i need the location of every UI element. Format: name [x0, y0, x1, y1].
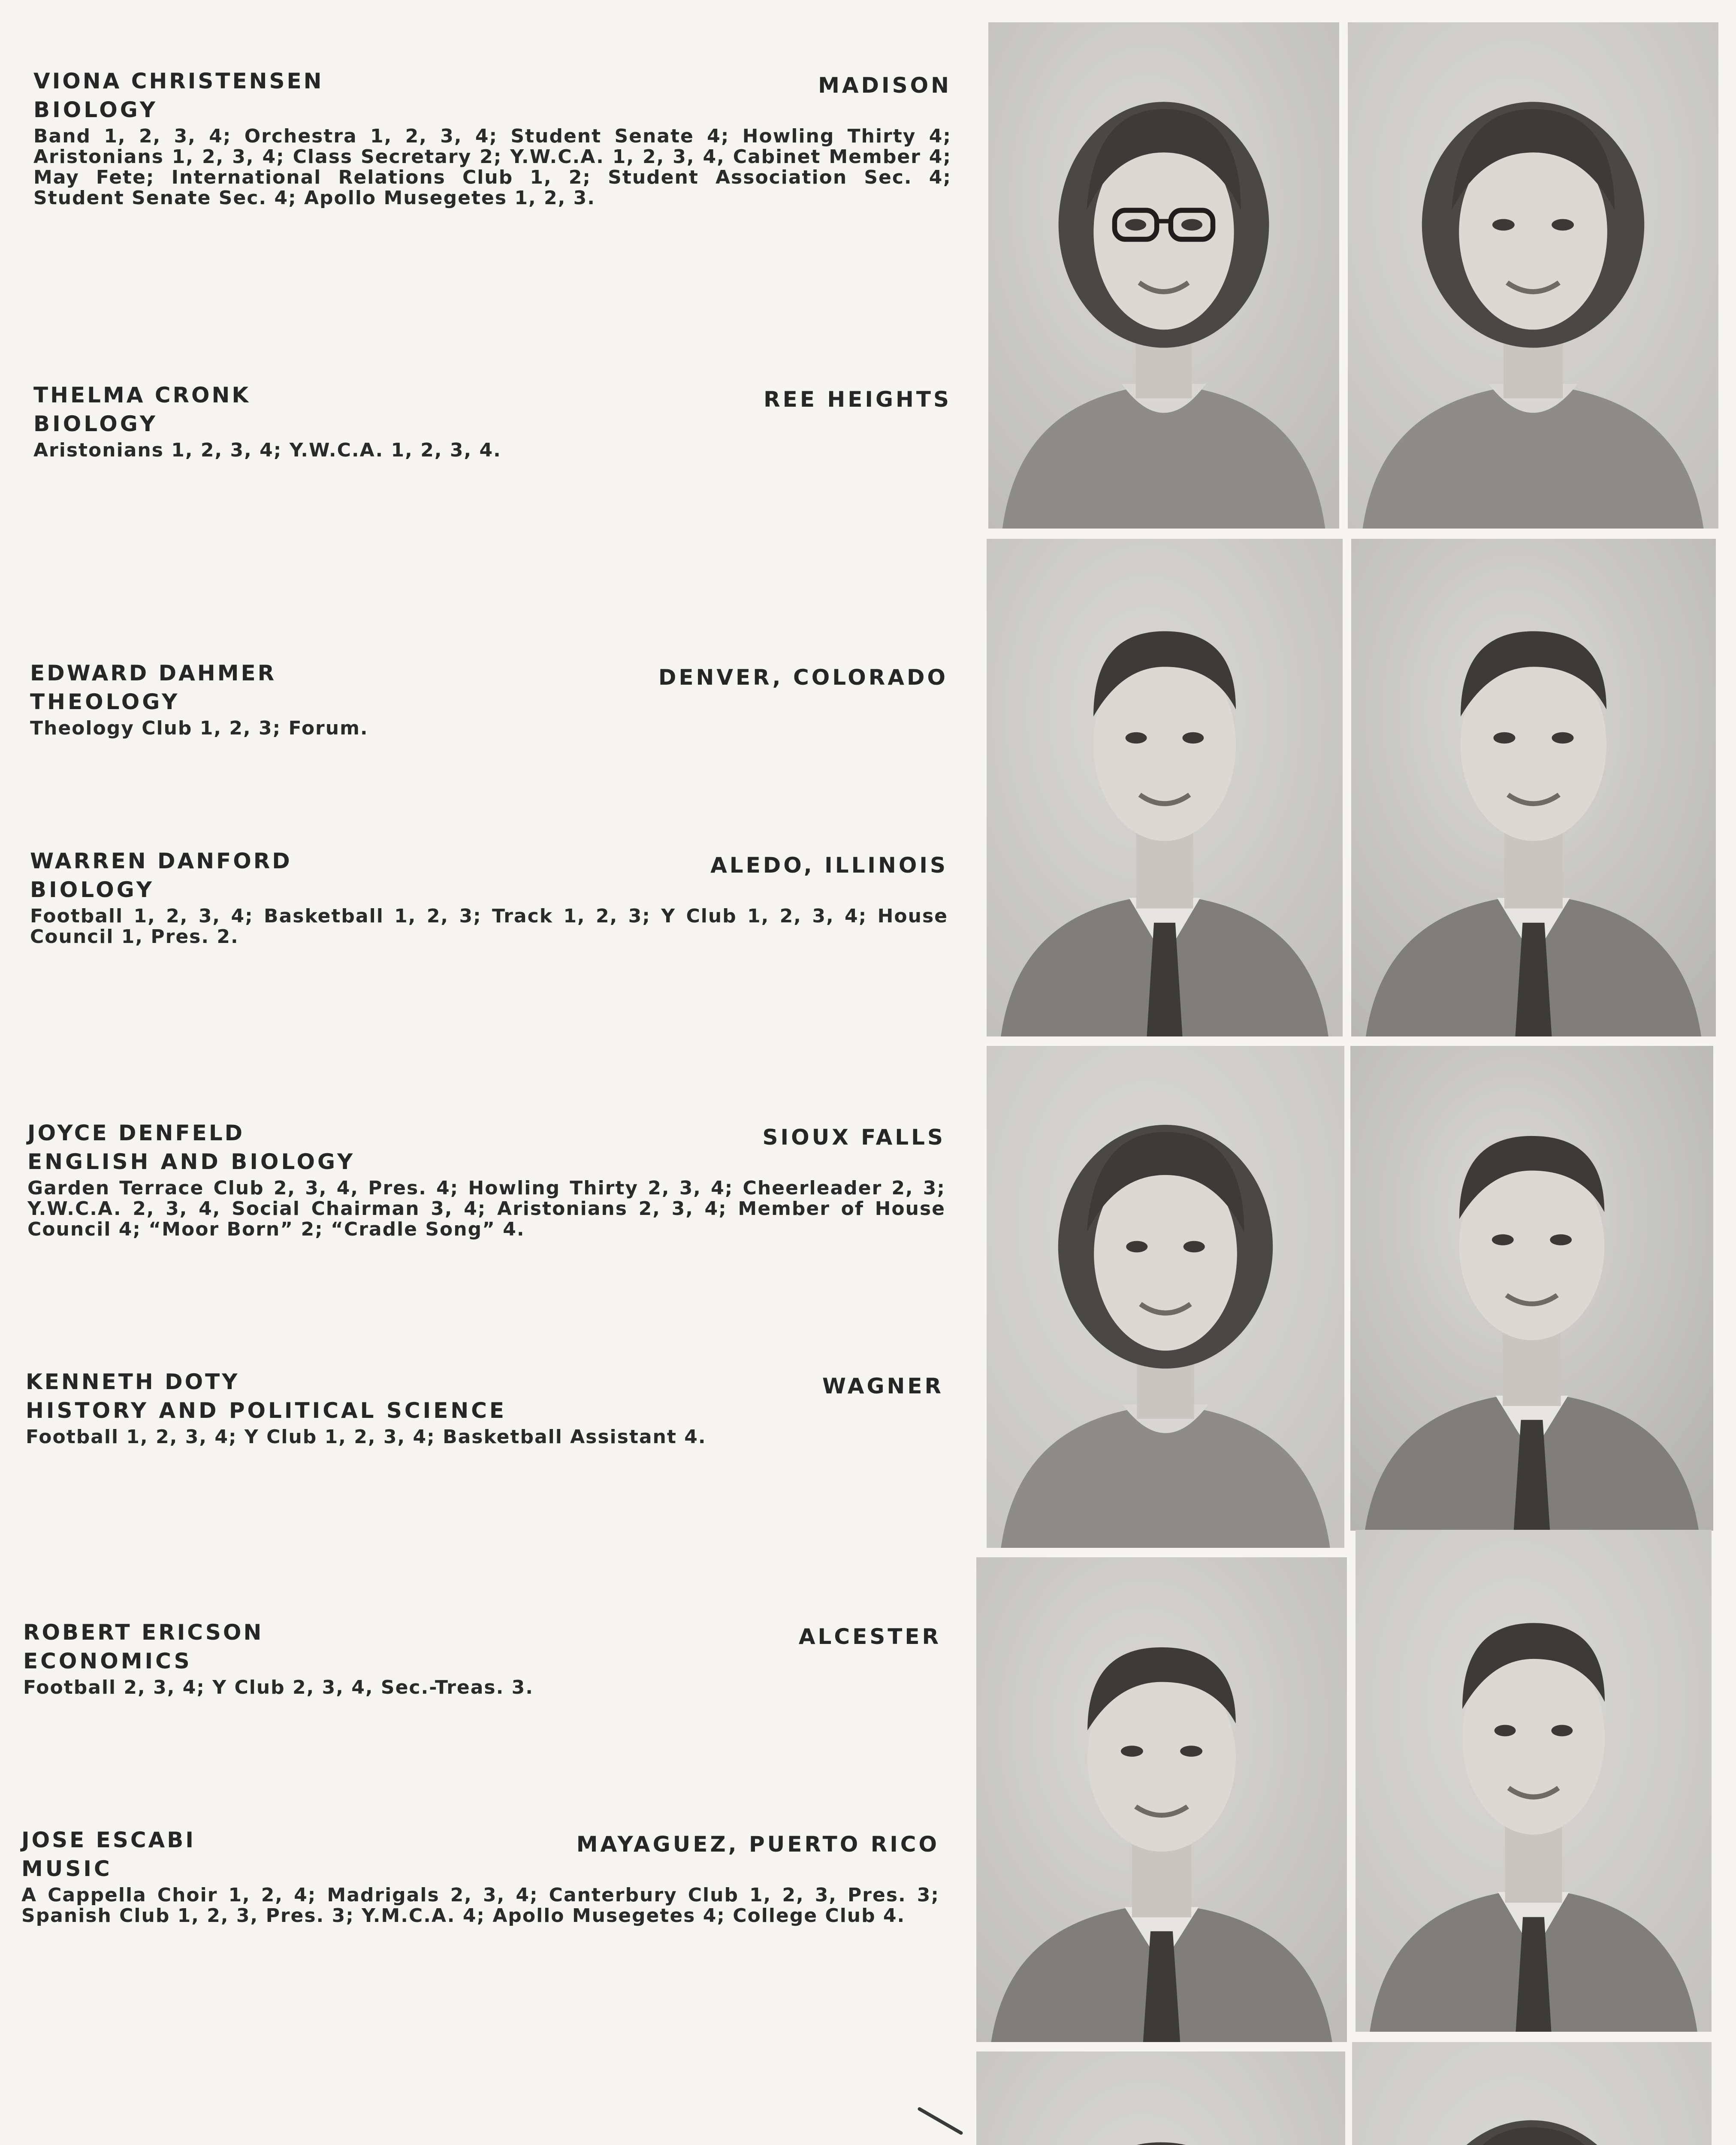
student-hometown: SIOUX FALLS	[762, 1125, 945, 1150]
student-name: THELMA CRONK	[33, 383, 251, 408]
student-major: MUSIC	[21, 1856, 112, 1881]
student-name: WARREN DANFORD	[30, 849, 292, 873]
student-name: JOSE ESCABI	[21, 1828, 196, 1852]
student-name: KENNETH DOTY	[26, 1369, 240, 1394]
portrait-image	[988, 22, 1339, 529]
portrait-photo	[1351, 539, 1716, 1036]
student-activities: Theology Club 1, 2, 3; Forum.	[30, 717, 368, 739]
student-major: BIOLOGY	[30, 877, 154, 902]
student-name: JOYCE DENFELD	[27, 1121, 245, 1145]
student-entry	[26, 1369, 944, 1447]
student-entry	[33, 383, 951, 461]
portrait-photo	[988, 22, 1339, 529]
student-hometown: WAGNER	[822, 1374, 944, 1399]
student-entry	[30, 849, 948, 947]
student-entry	[21, 1828, 939, 1926]
portrait-photo	[976, 1557, 1347, 2042]
student-major: ECONOMICS	[23, 1649, 192, 1674]
portrait-photo	[1352, 2042, 1712, 2145]
portrait-photo	[1356, 1530, 1712, 2032]
student-entry	[23, 1620, 941, 1698]
student-activities: A Cappella Choir 1, 2, 4; Madrigals 2, 3, 4; Canterbury Club 1, 2, 3, Pres. 3; Spanish Club 1, 2, 3, Pres. 3; Y.M.C.A. 4; Apollo Musegetes 4; College Club 4.	[21, 1884, 939, 1927]
student-name: EDWARD DAHMER	[30, 661, 277, 686]
portrait-photo	[987, 1046, 1344, 1548]
portrait-image	[976, 1557, 1347, 2042]
portrait-image	[987, 1046, 1344, 1548]
student-hometown: MADISON	[818, 73, 951, 98]
student-activities: Aristonians 1, 2, 3, 4; Y.W.C.A. 1, 2, 3, 4.	[33, 439, 501, 461]
student-entry	[30, 661, 948, 739]
student-major: ENGLISH AND BIOLOGY	[27, 1149, 356, 1174]
student-name: ROBERT ERICSON	[23, 1620, 264, 1645]
portrait-image	[987, 539, 1343, 1036]
portrait-image	[1348, 22, 1718, 529]
student-activities: Garden Terrace Club 2, 3, 4, Pres. 4; Howling Thirty 2, 3, 4; Cheerleader 2, 3; Y.W.C.A. 2, 3, 4, Social Chairman 3, 4; Aristonians 2, 3, 4; Member of House Council 4; “Moor Born” 2; “Cradle Song” 4.	[27, 1177, 945, 1240]
student-activities: Football 2, 3, 4; Y Club 2, 3, 4, Sec.-Treas. 3.	[23, 1677, 534, 1698]
portrait-image	[1352, 2042, 1712, 2145]
portrait-image	[1351, 539, 1716, 1036]
student-hometown: MAYAGUEZ, PUERTO RICO	[576, 1832, 939, 1857]
student-activities: Band 1, 2, 3, 4; Orchestra 1, 2, 3, 4; Student Senate 4; Howling Thirty 4; Aristonians 1, 2, 3, 4; Class Secretary 2; Y.W.C.A. 1, 2, 3, 4, Cabinet Member 4; May Fete; International Relations Club 1, 2; Student Association Sec. 4; Student Senate Sec. 4; Apollo Musegetes 1, 2, 3.	[33, 125, 951, 209]
student-major: BIOLOGY	[33, 411, 158, 436]
student-major: BIOLOGY	[33, 97, 158, 122]
student-hometown: REE HEIGHTS	[764, 387, 951, 412]
portrait-image	[1356, 1530, 1712, 2032]
portrait-image	[1350, 1046, 1713, 1531]
portrait-photo	[976, 2051, 1345, 2145]
student-name: VIONA CHRISTENSEN	[33, 69, 324, 94]
student-hometown: ALEDO, ILLINOIS	[710, 853, 948, 878]
student-hometown: DENVER, COLORADO	[658, 665, 948, 690]
student-major: HISTORY AND POLITICAL SCIENCE	[26, 1398, 507, 1423]
portrait-image	[976, 2051, 1345, 2145]
portrait-photo	[987, 539, 1343, 1036]
portrait-photo	[1348, 22, 1718, 529]
student-activities: Football 1, 2, 3, 4; Basketball 1, 2, 3; Track 1, 2, 3; Y Club 1, 2, 3, 4; House Council 1, Pres. 2.	[30, 905, 948, 948]
student-major: THEOLOGY	[30, 689, 180, 714]
student-hometown: ALCESTER	[798, 1624, 941, 1649]
portrait-photo	[1350, 1046, 1713, 1531]
student-entry	[33, 69, 951, 208]
student-entry	[27, 1121, 945, 1240]
student-activities: Football 1, 2, 3, 4; Y Club 1, 2, 3, 4; Basketball Assistant 4.	[26, 1426, 706, 1448]
